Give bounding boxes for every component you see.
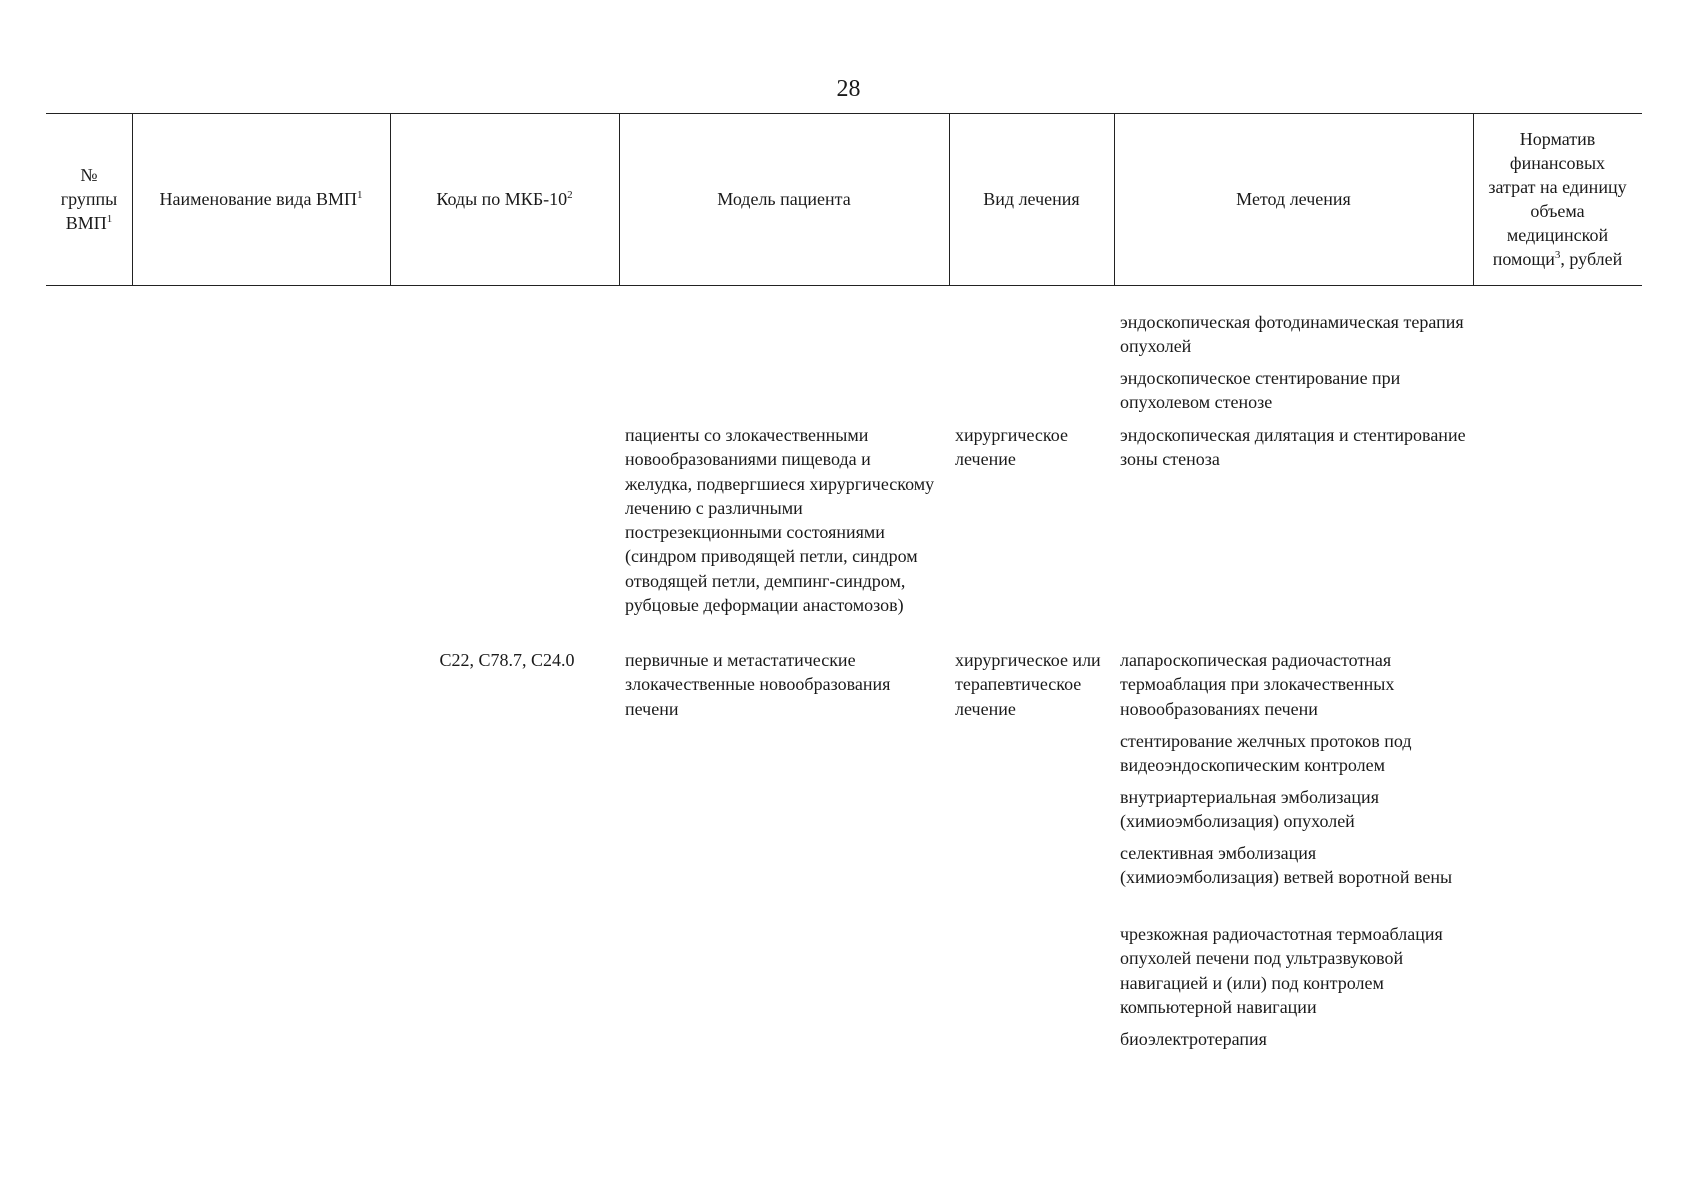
method-photodynamic-therapy: эндоскопическая фотодинамическая терапия опухолей [1120,312,1464,357]
row-c-method-portal-vein-embolization: селективная эмболизация (химиоэмболизация) ветвей воротной вены [1120,843,1453,888]
row-c-method-percutaneous-rfa: чрезкожная радиочастотная термоаблация опухолей печени под ультразвуковой навигацией и (или) под контролем компьютерной навигации [1120,924,1443,1017]
row-c-patient-model: первичные и метастатические злокачественные новообразования печени [625,650,891,719]
row-c-method-bioelectrotherapy: биоэлектротерапия [1120,1029,1267,1049]
row-c-treatment-type: хирургическое или терапевтическое лечение [955,650,1101,719]
row-b-treatment-method: эндоскопическая дилятация и стентирование зоны стеноза [1120,425,1466,470]
page-number: 28 [836,76,861,102]
header-vmp-name: Наименование вида ВМП$^1$ [159,189,363,209]
row-b-treatment-type: хирургическое лечение [955,425,1068,470]
table-header-bottom-border [46,285,1642,286]
header-patient-model: Модель пациента [717,189,851,209]
row-c-method-laparoscopic-rfa: лапароскопическая радиочастотная термоаблация при злокачественных новообразованиях печени [1120,650,1395,719]
row-c-method-biliary-stenting: стентирование желчных протоков под видеоэндоскопическим контролем [1120,731,1412,776]
row-c-method-intraarterial-embolization: внутриартериальная эмболизация (химиоэмболизация) опухолей [1120,787,1379,832]
header-financial-norm: Норматив финансовых затрат на единицу объема медицинской помощи$^3$, рублей [1488,129,1627,269]
header-mkb-codes: Коды по МКБ-$10^2$ [436,189,573,209]
header-treatment-type: Вид лечения [983,189,1080,209]
method-stenting-stenosis: эндоскопическое стентирование при опухолевом стенозе [1120,368,1401,413]
header-group-no: № группы ВМП$^1$ [60,165,118,233]
row-b-patient-model: пациенты со злокачественными новообразованиями пищевода и желудка, подвергшиеся хирургическому лечению с различными пострезекционными состояниями (синдром приводящей петли, синдром отводящей петли, демпинг-синдром, рубцовые деформации анастомозов) [625,425,935,616]
row-c-mkb-codes: C22, C78.7, C24.0 [439,650,575,670]
header-treatment-method: Метод лечения [1236,189,1351,209]
